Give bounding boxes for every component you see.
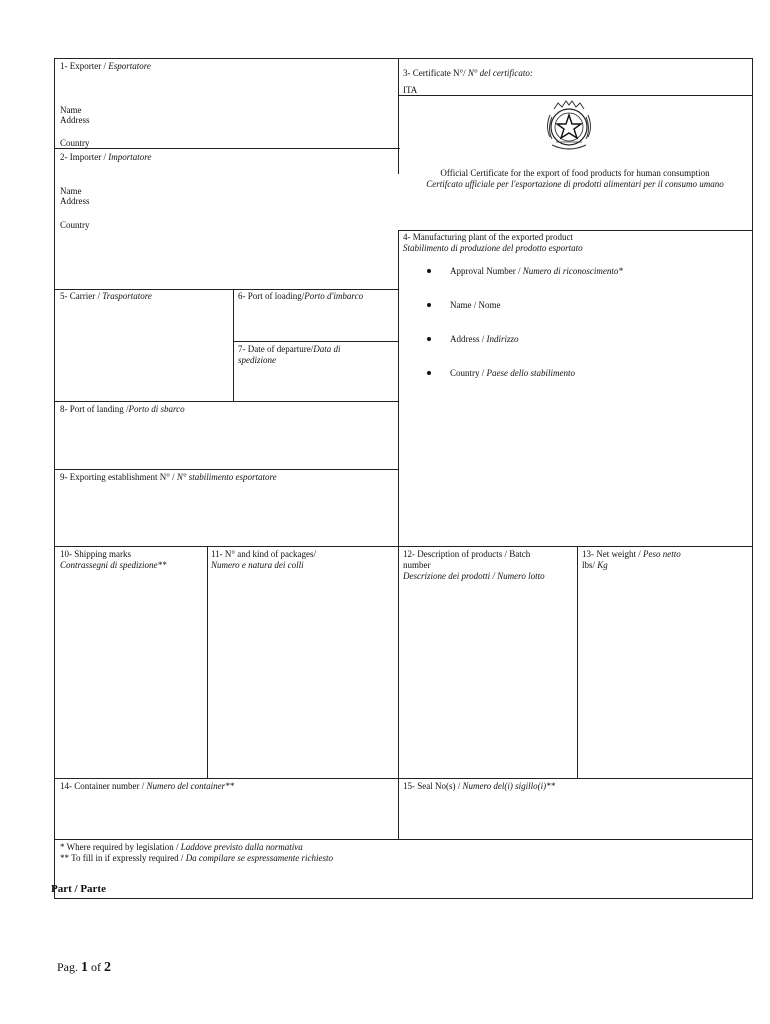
italian-emblem-icon bbox=[540, 97, 598, 155]
line-box6-bottom bbox=[233, 341, 398, 342]
divider-center-2 bbox=[398, 230, 399, 840]
bullet-icon bbox=[427, 269, 431, 273]
pagination: Pag. 1 of 2 bbox=[57, 960, 111, 975]
certificate-title: Official Certificate for the export of food products for human consumption bbox=[440, 168, 710, 178]
box12-label: 12- Description of products / Batch bbox=[403, 549, 531, 559]
box1-country: Country bbox=[60, 138, 90, 148]
box9-label: 9- Exporting establishment N° / N° stabilimento esportatore bbox=[60, 472, 277, 482]
frame-top bbox=[54, 58, 752, 59]
bullet-icon bbox=[427, 303, 431, 307]
box6-label: 6- Port of loading/Porto d'imbarco bbox=[238, 291, 364, 301]
box7-label: 7- Date of departure/Data di bbox=[238, 344, 341, 354]
line-title-bottom bbox=[398, 230, 752, 231]
box10-label-it: Contrassegni di spedizione** bbox=[60, 560, 167, 570]
bullet-icon bbox=[427, 371, 431, 375]
box13-label: 13- Net weight / Peso netto bbox=[582, 549, 681, 559]
box2-label: 2- Importer / Importatore bbox=[60, 152, 152, 162]
part-label: Part / Parte bbox=[51, 883, 106, 895]
line-box1-bottom bbox=[54, 148, 400, 149]
line-box5-right bbox=[233, 289, 234, 402]
box10-label: 10- Shipping marks bbox=[60, 549, 131, 559]
frame-right bbox=[752, 58, 753, 899]
box1-label: 1- Exporter / Esportatore bbox=[60, 61, 151, 71]
frame-bottom bbox=[54, 898, 752, 899]
box7-label-it2: spedizione bbox=[238, 355, 276, 365]
box12-label-it: Descrizione dei prodotti / Numero lotto bbox=[403, 571, 545, 581]
box15-label: 15- Seal No(s) / Numero del(i) sigillo(i)** bbox=[403, 781, 556, 791]
box2-name: Name bbox=[60, 186, 82, 196]
box4-address: Address / Indirizzo bbox=[450, 334, 519, 344]
note-legislation: * Where required by legislation / Laddove previsto dalla normativa bbox=[60, 842, 303, 852]
box11-label: 11- N° and kind of packages/ bbox=[211, 549, 316, 559]
box3-value: ITA bbox=[403, 85, 418, 95]
box2-country: Country bbox=[60, 220, 90, 230]
box8-label: 8- Port of landing /Porto di sbarco bbox=[60, 404, 185, 414]
divider-center bbox=[398, 58, 399, 174]
box3-label: 3- Certificate N°/ N° del certificato: bbox=[403, 68, 533, 78]
box11-label-it: Numero e natura dei colli bbox=[211, 560, 304, 570]
box13-unit: lbs/ Kg bbox=[582, 560, 608, 570]
line-goods-bottom bbox=[54, 778, 752, 779]
line-goods-top bbox=[54, 546, 752, 547]
box12-label-2: number bbox=[403, 560, 431, 570]
box4-label-it: Stabilimento di produzione del prodotto esportato bbox=[403, 243, 583, 253]
box4-name: Name / Nome bbox=[450, 300, 501, 310]
box5-label: 5- Carrier / Trasportatore bbox=[60, 291, 152, 301]
line-box7-bottom bbox=[54, 401, 398, 402]
line-box10-right bbox=[207, 546, 208, 778]
note-fill-in: ** To fill in if expressly required / Da compilare se espressamente richiesto bbox=[60, 853, 333, 863]
frame-left bbox=[54, 58, 55, 899]
line-box3-bottom bbox=[398, 95, 752, 96]
box1-name: Name bbox=[60, 105, 82, 115]
box4-approval-number: Approval Number / Numero di riconoscimento* bbox=[450, 266, 623, 276]
line-box2-bottom bbox=[54, 289, 398, 290]
box2-address: Address bbox=[60, 196, 90, 206]
line-box8-bottom bbox=[54, 469, 398, 470]
line-container-bottom bbox=[54, 839, 752, 840]
box14-label: 14- Container number / Numero del container** bbox=[60, 781, 235, 791]
box4-label: 4- Manufacturing plant of the exported product bbox=[403, 232, 573, 242]
line-box12-right bbox=[577, 546, 578, 778]
box4-country: Country / Paese dello stabilimento bbox=[450, 368, 575, 378]
bullet-icon bbox=[427, 337, 431, 341]
box1-address: Address bbox=[60, 115, 90, 125]
certificate-title-it: Certifcato ufficiale per l'esportazione di prodotti alimentari per il consumo umano bbox=[426, 179, 724, 189]
